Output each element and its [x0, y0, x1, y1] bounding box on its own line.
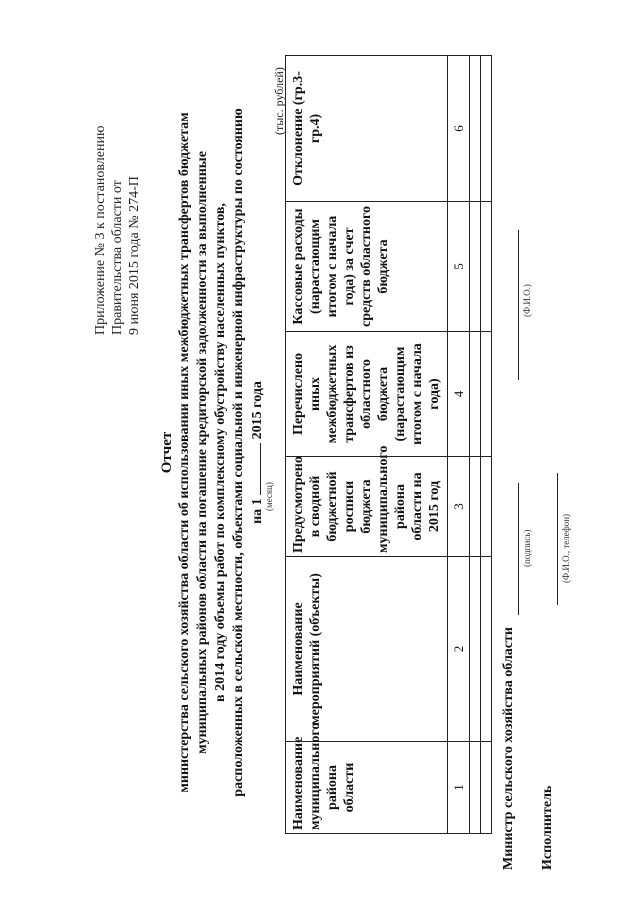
empty-cell: [470, 202, 481, 332]
report-heading: Отчет: [159, 431, 175, 474]
table-header-row: [286, 56, 448, 834]
as-of-suffix: 2015 года: [250, 381, 265, 440]
empty-cell: [470, 332, 481, 457]
minister-signature-line: [518, 483, 519, 615]
units-label: (тыс. рублей): [272, 67, 286, 135]
empty-cell: [481, 202, 492, 332]
appendix-line-1: Приложение № 3 к постановлению: [93, 125, 108, 335]
empty-cell: [481, 56, 492, 202]
executor-line: [557, 473, 558, 605]
column-number: 5: [448, 202, 470, 332]
report-title: [158, 0, 267, 905]
empty-cell: [481, 557, 492, 742]
empty-cell: [470, 457, 481, 557]
minister-label: Министр сельского хозяйства области: [501, 627, 516, 870]
executor-caption: (Ф.И.О., телефон): [561, 513, 571, 583]
header-transferred: Перечислено иных межбюджетных трансфертов из областного бюджета (нарастающим итогом с начала года): [286, 332, 448, 457]
minister-name-line: [518, 230, 519, 380]
name-caption: (Ф.И.О.): [522, 284, 532, 317]
month-caption: (месяц): [264, 482, 274, 511]
header-measures: Наименование мероприятий (объекты): [286, 557, 448, 742]
empty-cell: [470, 742, 481, 834]
executor-label: Исполнитель: [540, 785, 555, 870]
empty-cell: [481, 457, 492, 557]
empty-cell: [481, 742, 492, 834]
signature-caption: (подпись): [522, 529, 532, 567]
as-of-line: [248, 0, 267, 905]
as-of-prefix: на 1: [250, 498, 265, 524]
month-blank-field: [248, 443, 261, 495]
column-number: 4: [448, 332, 470, 457]
header-deviation: Отклонение (гр.3-гр.4): [286, 56, 448, 202]
header-cash-expenses: Кассовые расходы (нарастающим итогом с начала года) за счет средств областного бюджета: [286, 202, 448, 332]
column-number: 6: [448, 56, 470, 202]
header-district: Наименование муниципального района области: [286, 742, 448, 834]
empty-cell: [481, 332, 492, 457]
column-number: 3: [448, 457, 470, 557]
empty-data-row: [481, 56, 492, 834]
report-table: [285, 55, 492, 834]
column-number: 2: [448, 557, 470, 742]
column-number-row: [448, 56, 470, 834]
header-planned: Предусмотрено в сводной бюджетной росписи бюджета муниципального района области на 2015 год: [286, 457, 448, 557]
title-line-2: муниципальных районов области на погашение кредиторской задолженности за выполненные: [195, 151, 210, 754]
empty-cell: [470, 557, 481, 742]
empty-cell: [470, 56, 481, 202]
appendix-line-2: Правительства области от: [110, 180, 125, 335]
appendix-line-3: 9 июня 2015 года № 274-П: [127, 176, 142, 335]
title-line-3: в 2014 году объемы работ по комплексному обустройству населенных пунктов,: [213, 203, 228, 702]
title-line-1: министерства сельского хозяйства области об использовании иных межбюджетных трансфертов бюджетам: [177, 112, 192, 793]
empty-data-row: [470, 56, 481, 834]
title-line-4: расположенных в сельской местности, объектами социальной и инженерной инфраструктуры по состоянию: [231, 108, 246, 797]
appendix-note: [92, 35, 143, 335]
column-number: 1: [448, 742, 470, 834]
